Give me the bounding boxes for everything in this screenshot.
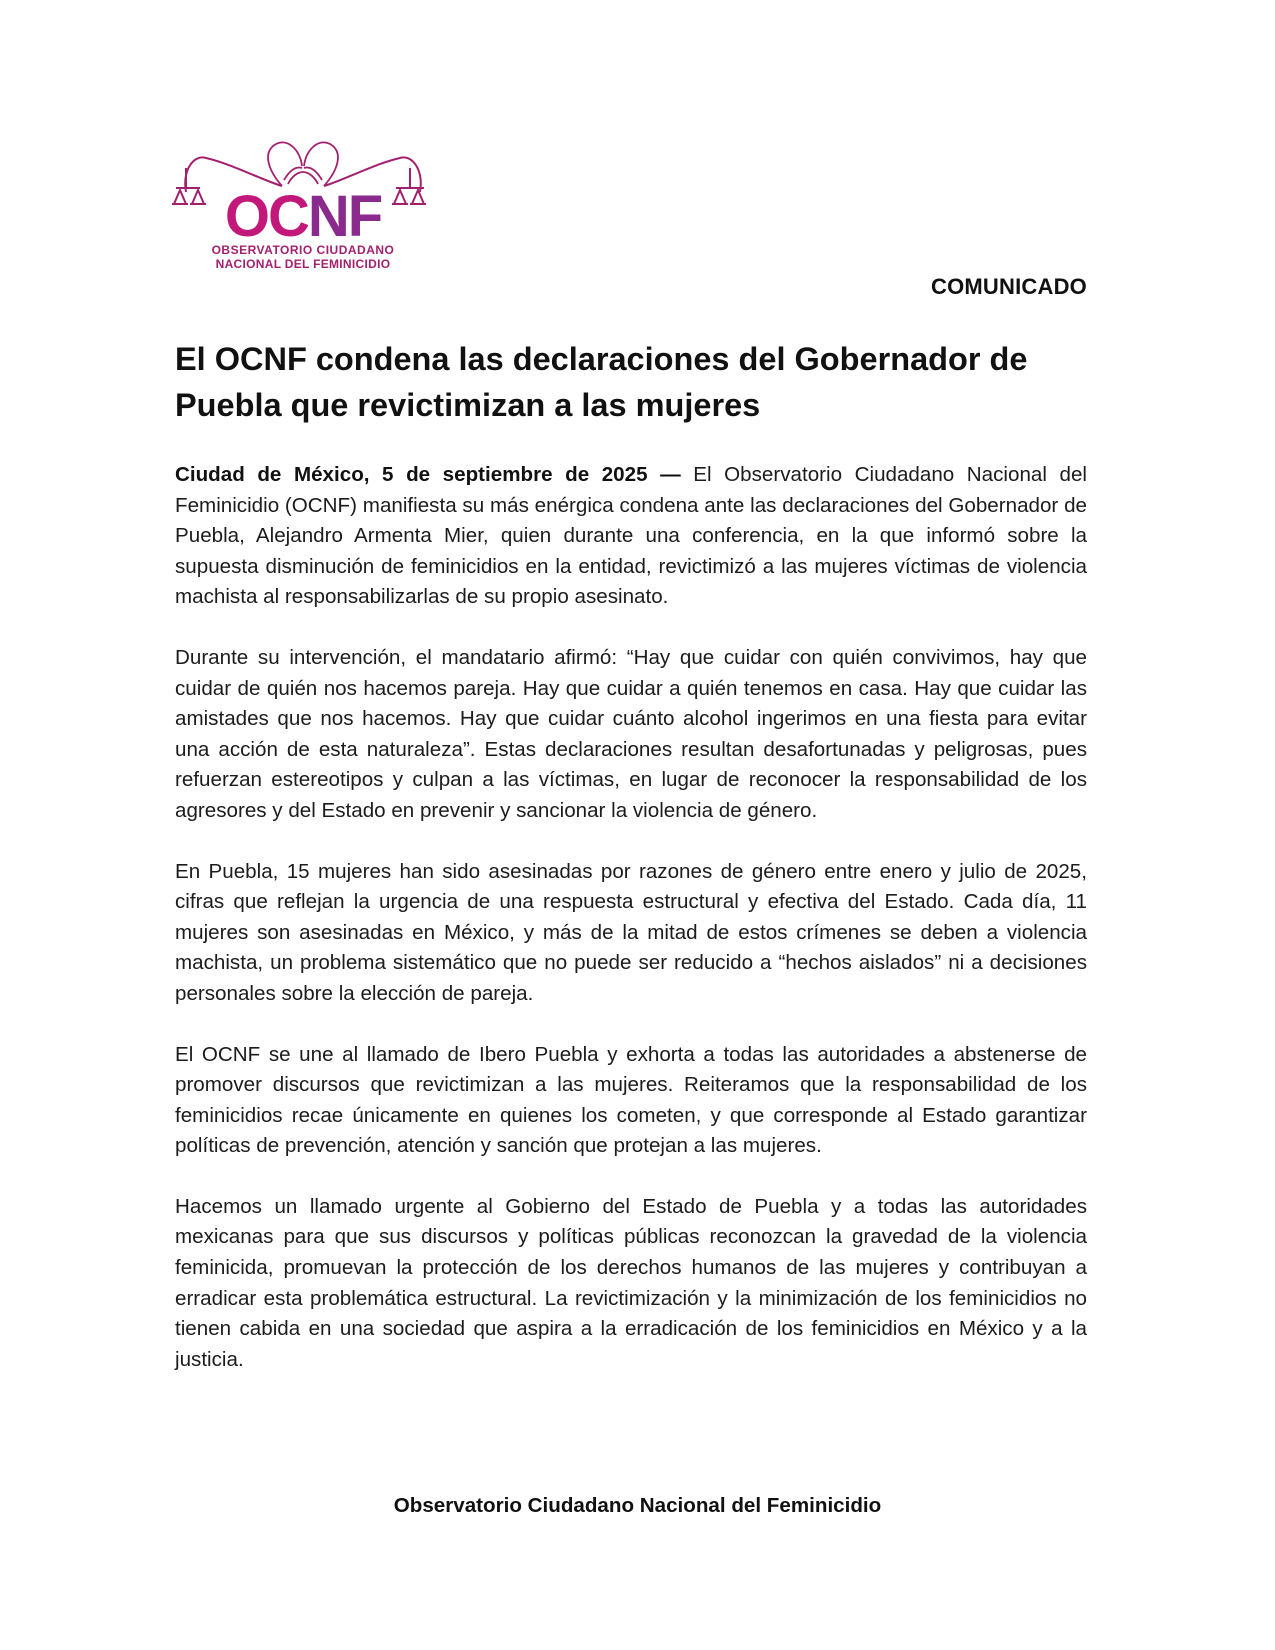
paragraph-2: Durante su intervención, el mandatario afirmó: “Hay que cuidar con quién convivimos, hay que cuidar de quién nos hacemos pareja. Hay que cuidar a quién tenemos en casa. Hay que cuidar las amistades que nos hacemos. Hay que cuidar cuánto alcohol ingerimos en una fiesta para evitar una acción de esta naturaleza”. Estas declaraciones resultan desafortunadas y peligrosas, pues refuerzan estereotipos y culpan a las víctimas, en lugar de reconocer la responsabilidad de los agresores y del Estado en prevenir y sancionar la violencia de género.: [175, 645, 1087, 822]
document-type-label: COMUNICADO: [931, 274, 1087, 299]
ocnf-logo: [172, 140, 434, 275]
logo-line2: NACIONAL DEL FEMINICIDIO: [215, 257, 391, 271]
paragraph-5: Hacemos un llamado urgente al Gobierno del Estado de Puebla y a todas las autoridades mexicanas para que sus discursos y políticas públicas reconozcan la gravedad de la violencia feminicida, promuevan la protección de los derechos humanos de las mujeres y contribuyan a erradicar esta problemática estructural. La revictimización y la minimización de los feminicidios no tienen cabida en una sociedad que aspira a la erradicación de los feminicidios en México y a la justicia.: [175, 1194, 1087, 1371]
paragraph-1-text: El Observatorio Ciudadano Nacional del Feminicidio (OCNF) manifiesta su más enérgica condena ante las declaraciones del Gobernador de Puebla, Alejandro Armenta Mier, quien durante una conferencia, en la que informó sobre la supuesta disminución de feminicidios en la entidad, revictimizó a las mujeres víctimas de violencia machista al responsabilizarlas de su propio asesinato.: [175, 463, 1087, 609]
figures-icon: [268, 142, 338, 186]
paragraph-4: El OCNF se une al llamado de Ibero Puebla y exhorta a todas las autoridades a abstenerse de promover discursos que revictimizan a las mujeres. Reiteramos que la responsabilidad de los feminicidios recae únicamente en quienes los cometen, y que corresponde al Estado garantizar políticas de prevención, atención y sanción que protejan a las mujeres.: [175, 1042, 1087, 1158]
paragraph-1: [175, 460, 1087, 613]
logo-acronym: OCNF: [224, 184, 382, 249]
logo-line1: OBSERVATORIO CIUDADANO: [211, 243, 395, 257]
paragraph-3: En Puebla, 15 mujeres han sido asesinadas por razones de género entre enero y julio de 2025, cifras que reflejan la urgencia de una respuesta estructural y efectiva del Estado. Cada día, 11 mujeres son asesinadas en México, y más de la mitad de estos crímenes se deben a violencia machista, un problema sistemático que no puede ser reducido a “hechos aislados” ni a decisiones personales sobre la elección de pareja.: [175, 859, 1087, 1005]
logo-graphic: [172, 140, 434, 275]
document-body: [175, 460, 1087, 1405]
dateline: Ciudad de México, 5 de septiembre de 2025 —: [175, 463, 681, 486]
signature: Observatorio Ciudadano Nacional del Feminicidio: [393, 1494, 882, 1517]
headline: El OCNF condena las declaraciones del Gobernador de Puebla que revictimizan a las mujeres: [175, 341, 1028, 423]
